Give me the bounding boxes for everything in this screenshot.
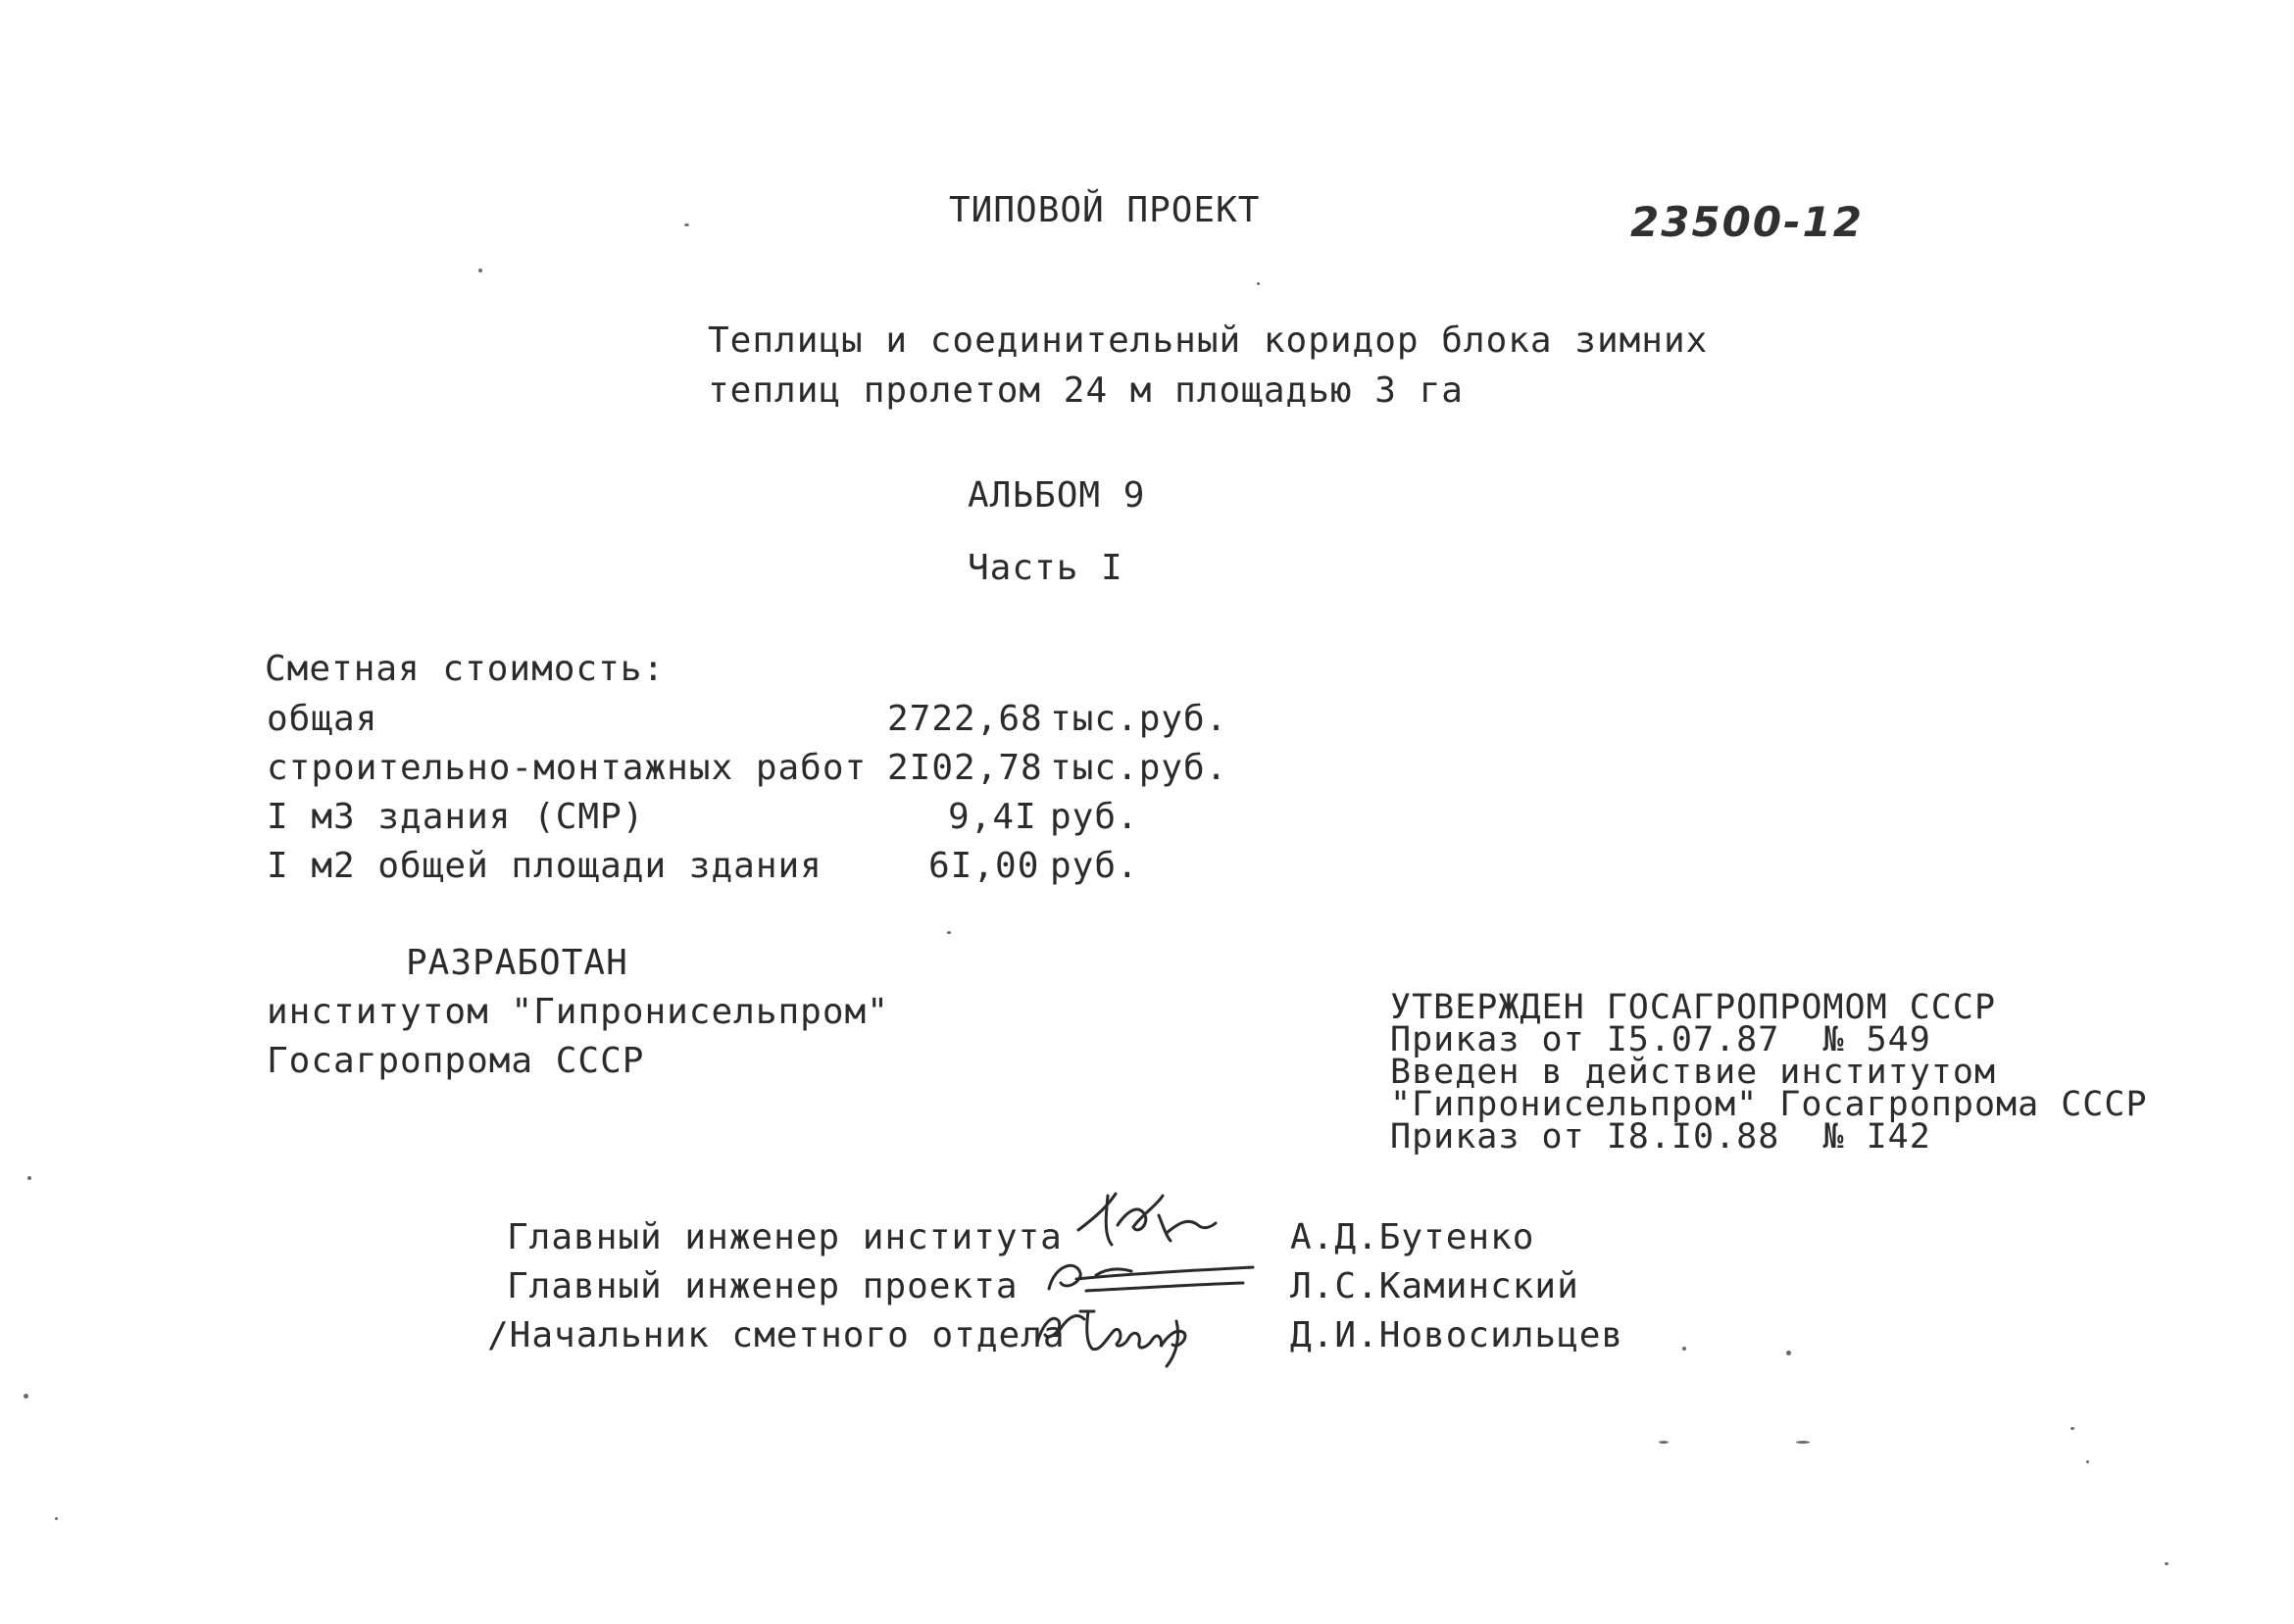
approved-line-2: Приказ от I5.07.87 № 549 (1390, 1020, 1931, 1059)
approved-line-4: "Гипронисельпром" Госагропрома СССР (1390, 1085, 2148, 1124)
cost-value-per-m2: 6I,00 (928, 846, 1040, 886)
cost-value-total: 2722,68 (887, 699, 1043, 739)
part-number: Часть I (968, 548, 1123, 588)
scan-speck (1682, 1347, 1686, 1351)
scan-speck (2070, 1427, 2074, 1430)
scan-speck (24, 1394, 28, 1399)
cost-unit-per-m2: руб. (1050, 846, 1139, 886)
scan-speck (27, 1176, 31, 1180)
signature-novosiltsev (1029, 1292, 1225, 1370)
cost-value-construction: 2I02,78 (887, 748, 1043, 788)
cost-heading: Сметная стоимость: (265, 649, 666, 689)
cost-label-total: общая (267, 699, 378, 739)
cost-unit-per-m3: руб. (1050, 797, 1139, 837)
signature-name-kaminsky: Л.С.Каминский (1290, 1266, 1579, 1306)
scan-speck (684, 223, 689, 226)
scan-speck (1786, 1351, 1791, 1355)
signature-name-butenko: А.Д.Бутенко (1290, 1217, 1535, 1257)
developed-line-2: Госагропрома СССР (267, 1041, 645, 1081)
scan-speck (1659, 1441, 1669, 1444)
cost-unit-total: тыс.руб. (1050, 699, 1228, 739)
album-number: АЛЬБОМ 9 (968, 475, 1146, 516)
signature-role-chief-engineer-project: Главный инженер проекта (507, 1266, 1019, 1306)
signature-name-novosiltsev: Д.И.Новосильцев (1290, 1315, 1624, 1355)
project-number: 23500-12 (1630, 198, 1864, 246)
scan-speck (478, 269, 482, 272)
scan-speck (2086, 1460, 2089, 1463)
subject-line-2: теплиц пролетом 24 м площадью 3 га (708, 370, 1464, 411)
signature-role-chief-engineer-institute: Главный инженер института (507, 1217, 1063, 1257)
scan-speck (947, 931, 951, 934)
cost-unit-construction: тыс.руб. (1050, 748, 1228, 788)
scan-speck (1796, 1441, 1810, 1444)
scan-speck (55, 1517, 58, 1520)
approved-line-3: Введен в действие институтом (1390, 1053, 1997, 1092)
cost-label-per-m2: I м2 общей площади здания (267, 846, 823, 886)
developed-heading: РАЗРАБОТАН (406, 943, 628, 983)
cost-label-per-m3: I м3 здания (СМР) (267, 797, 645, 837)
subject-line-1: Теплицы и соединительный коридор блока зимних (708, 320, 1709, 361)
cost-value-per-m3: 9,4I (948, 797, 1037, 837)
scan-speck (1257, 282, 1260, 285)
scan-speck (2165, 1562, 2169, 1565)
cost-label-construction: строительно-монтажных работ (267, 748, 868, 788)
document-title: ТИПОВОЙ ПРОЕКТ (949, 190, 1261, 230)
developed-line-1: институтом "Гипронисельпром" (267, 992, 889, 1032)
signature-role-head-estimate-dept: /Начальник сметного отдела (487, 1315, 1066, 1355)
approved-line-1: УТВЕРЖДЕН ГОСАГРОПРОМОМ СССР (1390, 988, 1997, 1027)
approved-line-5: Приказ от I8.I0.88 № I42 (1390, 1117, 1931, 1156)
